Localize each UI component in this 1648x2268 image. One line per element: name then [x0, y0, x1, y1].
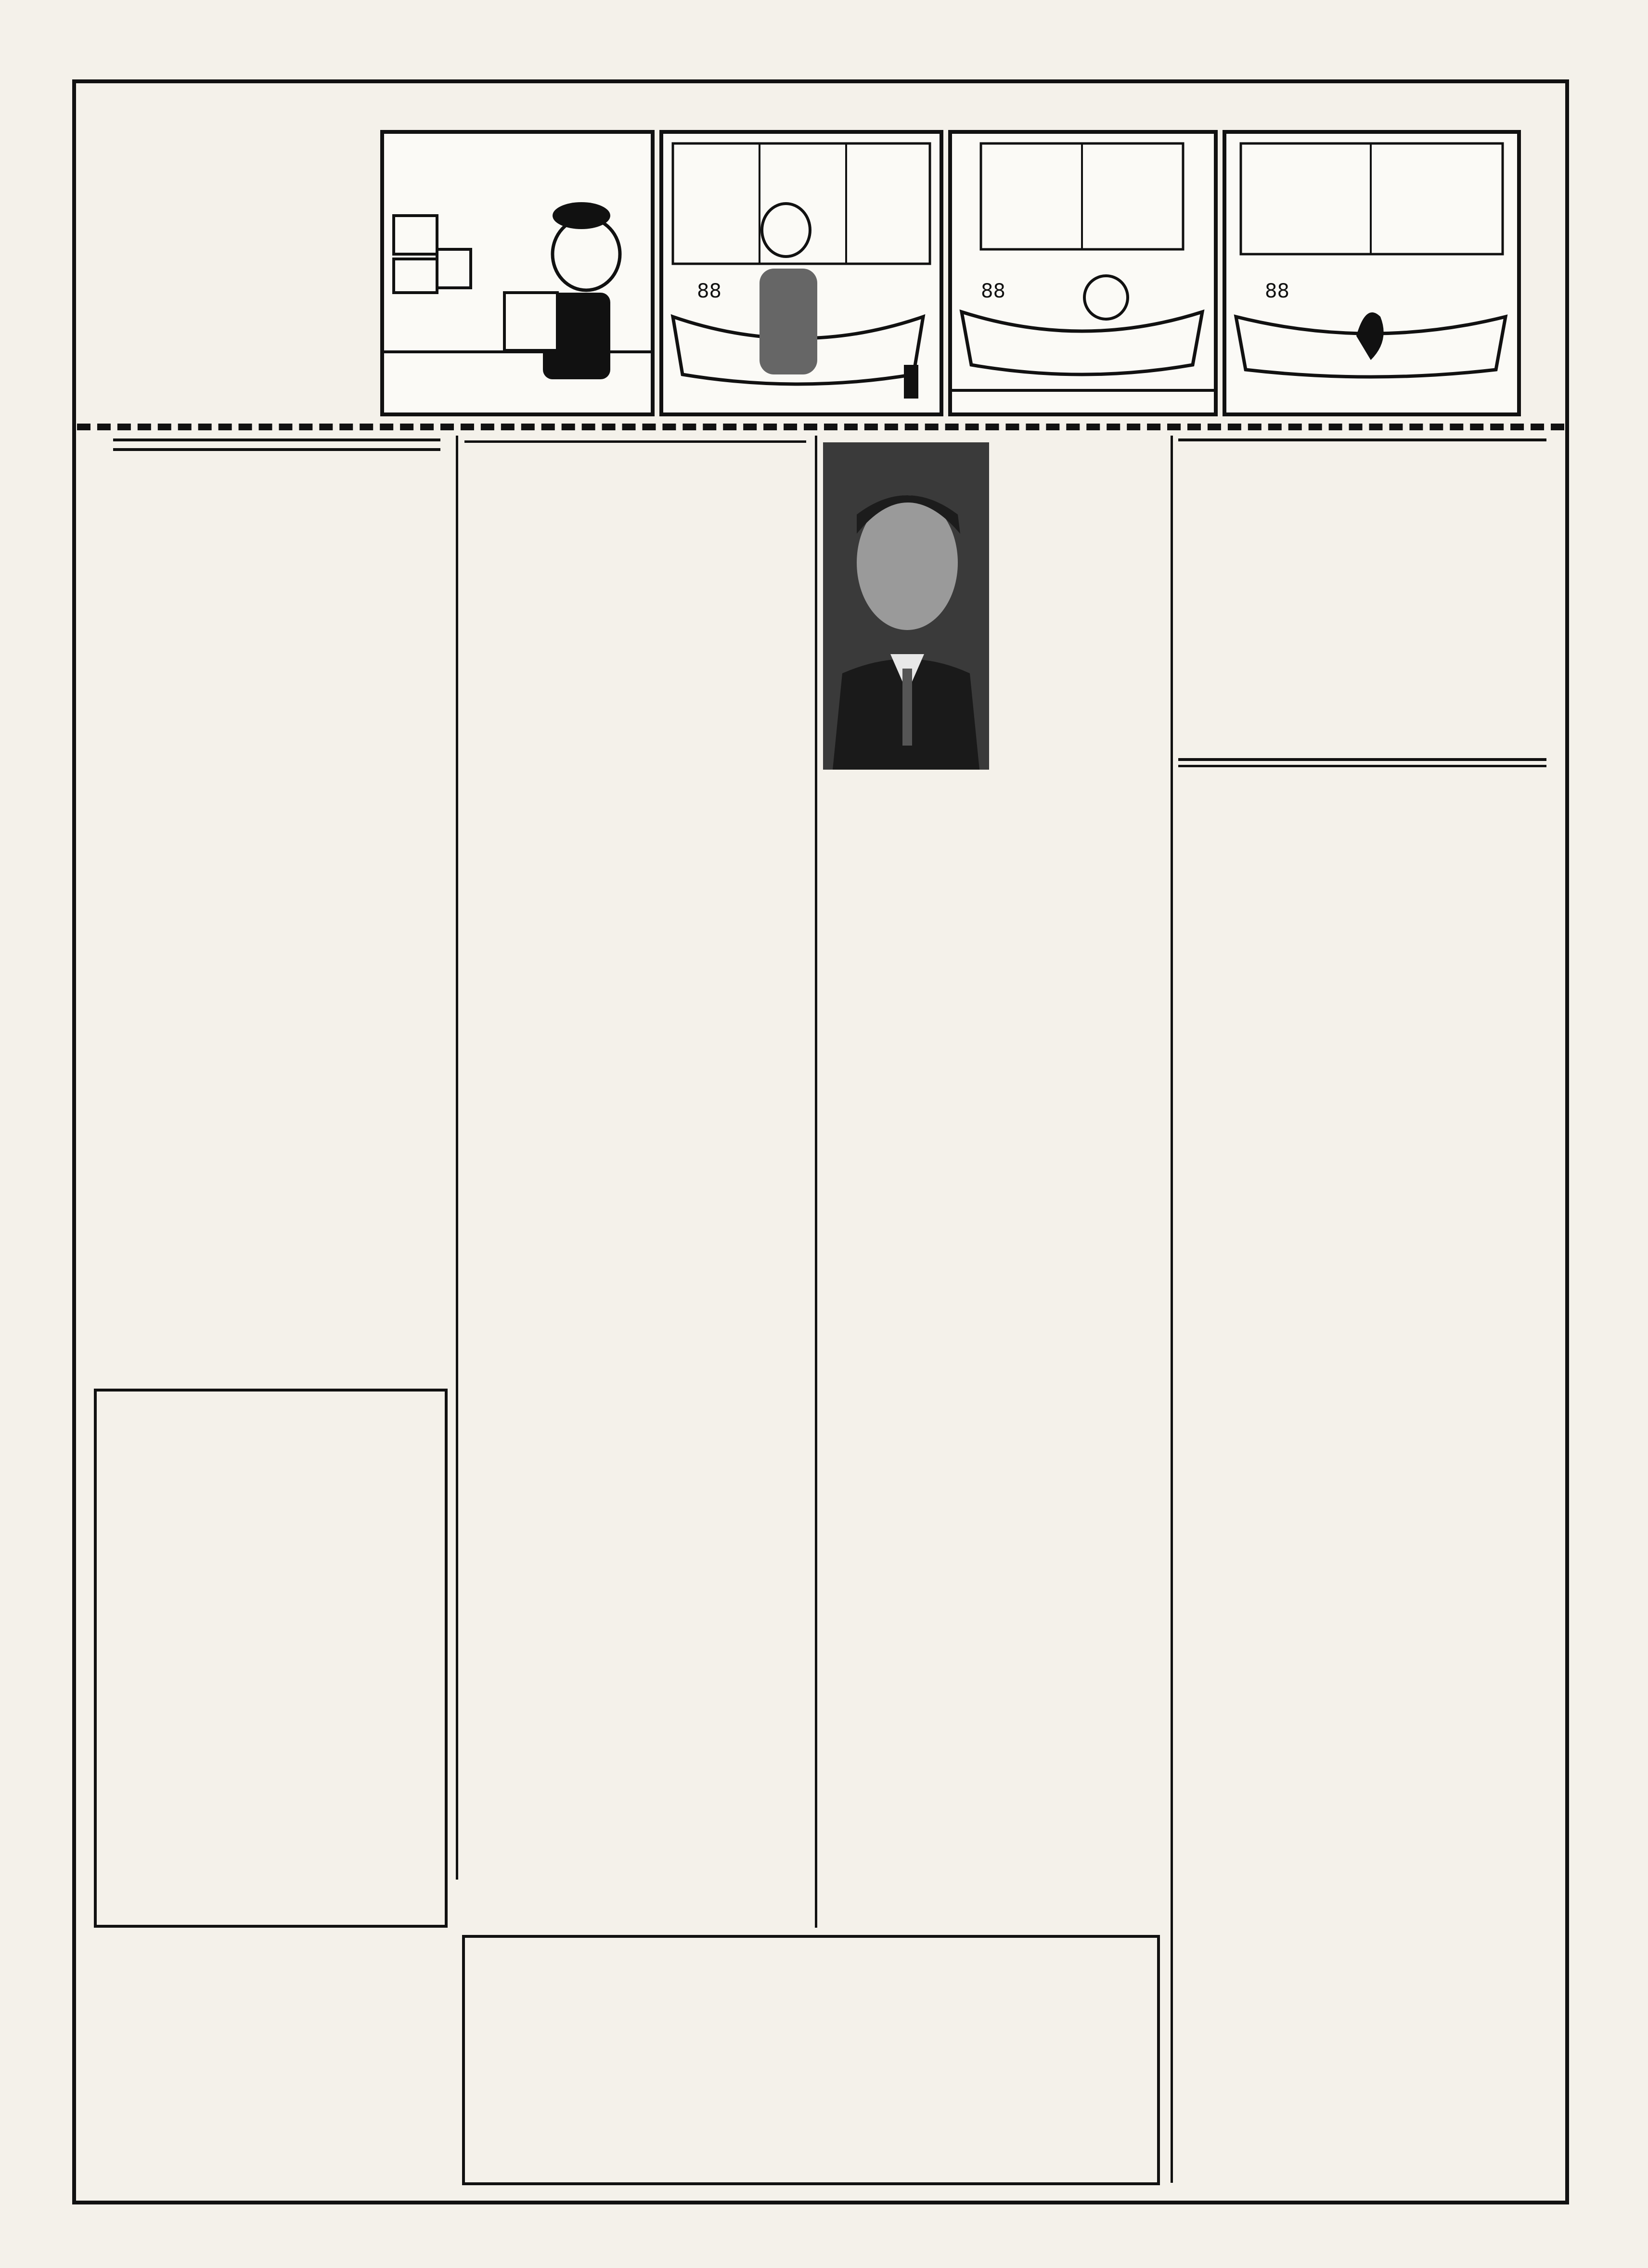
column-rule-2 — [815, 436, 817, 1928]
comic-panel-3-drawing — [952, 134, 1214, 412]
comic-panel-4-mark: 88 — [1265, 280, 1289, 302]
crossword-area — [1178, 446, 1546, 754]
column-3 — [823, 436, 1162, 773]
comic-panel-4 — [1223, 130, 1521, 416]
comic-title-block — [113, 118, 373, 141]
casino-ad — [94, 1389, 448, 1928]
portrait-photo-drawing — [823, 442, 989, 770]
column-rule-1 — [456, 436, 458, 1880]
comic-panel-2-drawing — [663, 134, 940, 412]
comic-panel-1 — [380, 130, 655, 416]
strip-separator — [77, 424, 1564, 430]
column-1 — [113, 436, 440, 455]
comic-panel-3 — [948, 130, 1218, 416]
comic-panel-3-mark: 88 — [981, 280, 1005, 302]
exercito-marinha-ad — [462, 1935, 1160, 2185]
column-4 — [1178, 436, 1546, 771]
photo-joaquim-pombeiro — [823, 442, 989, 770]
comic-panel-1-drawing — [384, 134, 651, 412]
column-2 — [464, 436, 806, 446]
column-rule-3 — [1171, 436, 1173, 2183]
comic-panel-2 — [659, 130, 943, 416]
comic-panel-2-mark: 88 — [697, 280, 721, 302]
comic-panel-4-drawing — [1226, 134, 1517, 412]
